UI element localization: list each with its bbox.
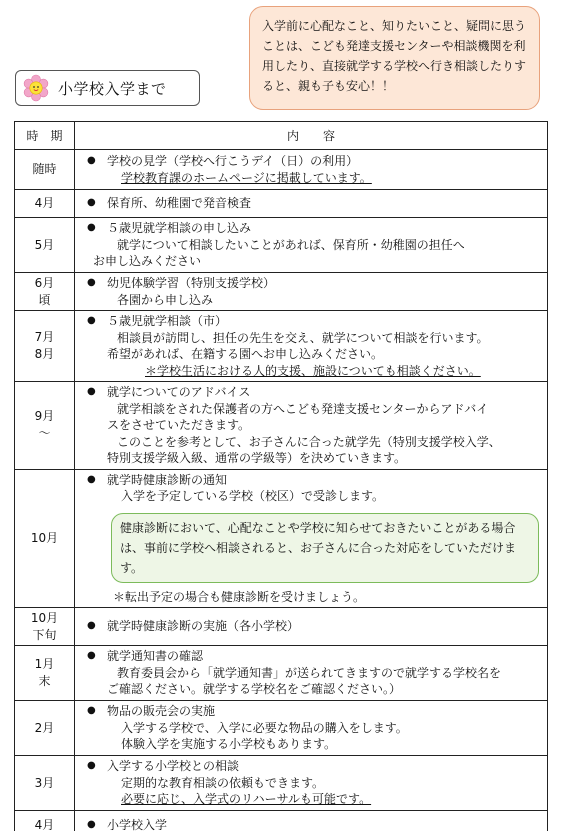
bullet-icon: ● bbox=[87, 222, 96, 234]
period-cell: 9月 ～ bbox=[15, 382, 75, 470]
column-header-period: 時 期 bbox=[15, 122, 75, 150]
content-cell: ● 就学時健康診断の実施（各小学校） bbox=[75, 608, 548, 646]
content-cell: ● 保育所、幼稚園で発音検査 bbox=[75, 190, 548, 218]
table-row bbox=[15, 218, 548, 273]
period-cell: 10月 bbox=[15, 469, 75, 608]
content-cell: ● 学校の見学（学校へ行こうデイ（日）の利用） 学校教育課のホームページに掲載しています。 bbox=[75, 150, 548, 190]
bullet-icon: ● bbox=[87, 197, 96, 209]
column-header-content: 内 容 bbox=[75, 122, 548, 150]
content-cell: ● 幼児体験学習（特別支援学校） 各園から申し込み bbox=[75, 273, 548, 311]
bullet-icon: ● bbox=[87, 760, 96, 772]
table-row bbox=[15, 608, 548, 646]
content-cell: ● ５歳児就学相談（市） 相談員が訪問し、担任の先生を交え、就学について相談を行います。 希望があれば、在籍する園へお申し込みください。 ＊学校生活における人的支援、施設についても相談ください。 bbox=[75, 311, 548, 382]
period-cell: 3月 bbox=[15, 756, 75, 811]
schedule-table bbox=[14, 121, 548, 831]
table-row bbox=[15, 382, 548, 470]
period-cell: 随時 bbox=[15, 150, 75, 190]
content-cell: ● 小学校入学 bbox=[75, 811, 548, 831]
bullet-icon: ● bbox=[87, 819, 96, 831]
period-cell: 1月 末 bbox=[15, 646, 75, 701]
bullet-icon: ● bbox=[87, 277, 96, 288]
flower-icon bbox=[22, 74, 50, 102]
period-cell: 4月 bbox=[15, 190, 75, 218]
content-cell: ● 入学する小学校との相談 定期的な教育相談の依頼もできます。 必要に応じ、入学式のリハーサルも可能です。 bbox=[75, 756, 548, 811]
table-row bbox=[15, 311, 548, 382]
period-cell: 10月 下旬 bbox=[15, 608, 75, 646]
table-row bbox=[15, 273, 548, 311]
table-row bbox=[15, 190, 548, 218]
bullet-icon: ● bbox=[87, 315, 96, 326]
health-check-note: 健康診断において、心配なことや学校に知らせておきたいことがある場合は、事前に学校へ相談されると、お子さんに合った対応をしていただけます。 bbox=[111, 513, 539, 583]
table-row bbox=[15, 469, 548, 608]
bullet-icon: ● bbox=[87, 620, 96, 632]
table-row bbox=[15, 646, 548, 701]
bullet-icon: ● bbox=[87, 155, 96, 166]
period-cell: 5月 bbox=[15, 218, 75, 273]
table-row bbox=[15, 811, 548, 831]
bullet-icon: ● bbox=[87, 473, 96, 485]
content-cell: ● 就学についてのアドバイス 就学相談をされた保護者の方へこども発達支援センターからアドバイ スをさせていただきます。 このことを参考として、お子さんに合った就学先（特別支援学校入学、 特別支援学級入級、通常の学級等）を決めていきます。 bbox=[75, 382, 548, 470]
section-title-box bbox=[15, 70, 200, 106]
content-cell: ● 就学時健康診断の通知 入学を予定している学校（校区）で受診します。 健康診断において、心配なことや学校に知らせておきたいことがある場合は、事前に学校へ相談されると、お子さんに合った対応をしていただけます。 ＊転出予定の場合も健康診断を受けましょう。 bbox=[75, 469, 548, 608]
period-cell: 4月 bbox=[15, 811, 75, 831]
content-cell: ● ５歳児就学相談の申し込み 就学について相談したいことがあれば、保育所・幼稚園の担任へ お申し込みください bbox=[75, 218, 548, 273]
page-title: 小学校入学まで bbox=[58, 79, 167, 98]
bullet-icon: ● bbox=[87, 705, 96, 717]
table-row bbox=[15, 701, 548, 756]
bullet-icon: ● bbox=[87, 386, 96, 397]
table-row bbox=[15, 756, 548, 811]
period-cell: 2月 bbox=[15, 701, 75, 756]
content-cell: ● 物品の販売会の実施 入学する学校で、入学に必要な物品の購入をします。 体験入学を実施する小学校もあります。 bbox=[75, 701, 548, 756]
period-cell: 6月 頃 bbox=[15, 273, 75, 311]
table-row bbox=[15, 150, 548, 190]
bullet-icon: ● bbox=[87, 650, 96, 662]
table-header-row bbox=[15, 122, 548, 150]
content-cell: ● 就学通知書の確認 教育委員会から「就学通知書」が送られてきますので就学する学校名を ご確認ください。就学する学校名をご確認ください。） bbox=[75, 646, 548, 701]
period-cell: 7月 8月 bbox=[15, 311, 75, 382]
advice-note: 入学前に心配なこと、知りたいこと、疑問に思うことは、こども発達支援センターや相談機関を利用したり、直接就学する学校へ行き相談したりすると、親も子も安心！！ bbox=[249, 6, 540, 110]
